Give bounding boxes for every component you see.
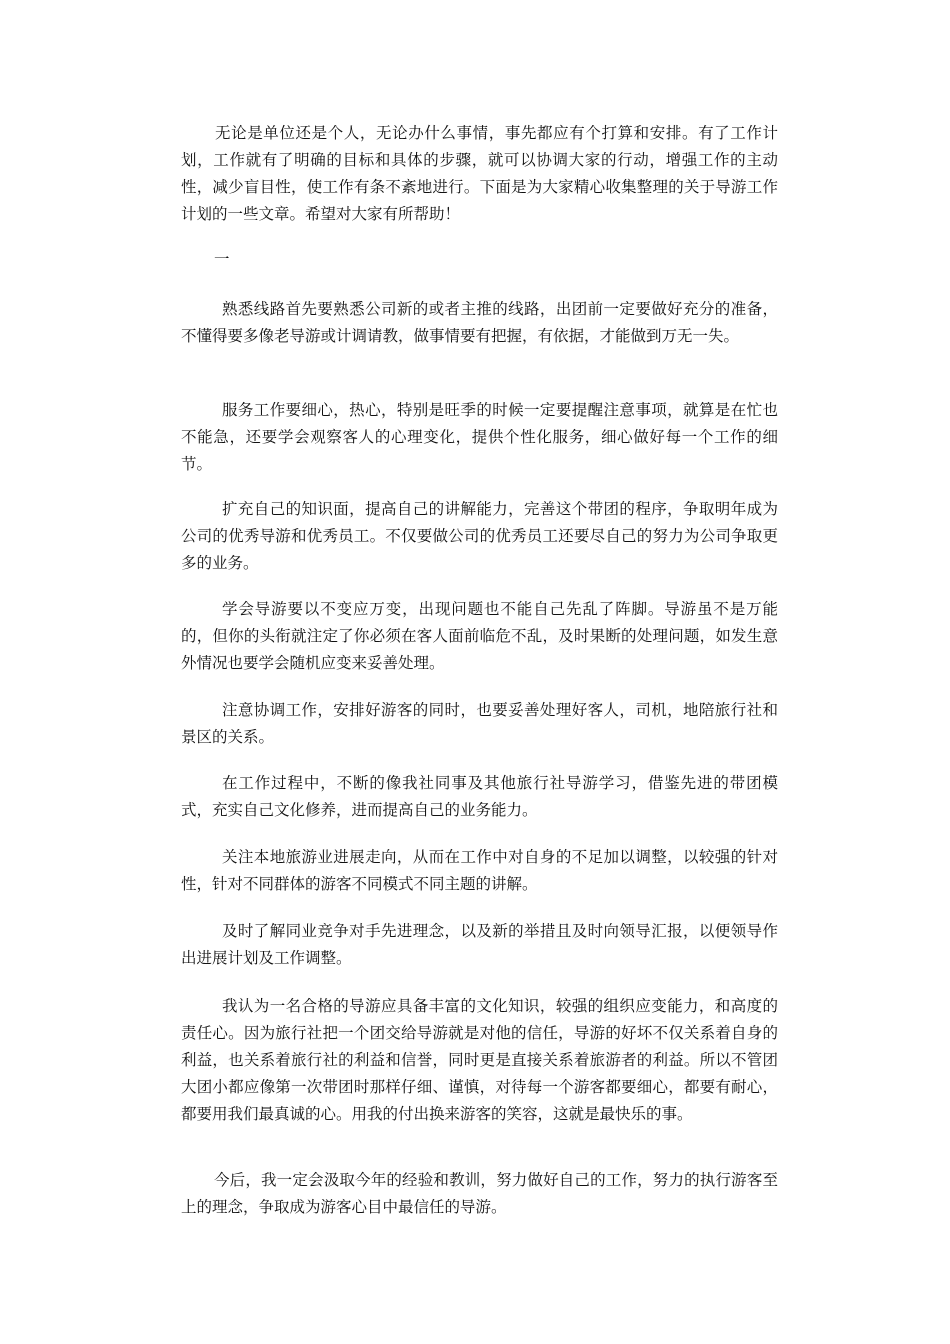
paragraph-learning: 在工作过程中，不断的像我社同事及其他旅行社导游学习，借鉴先进的带团模式，充实自己文化修养，进而提高自己的业务能力。 (181, 774, 778, 819)
paragraph-industry-trends: 关注本地旅游业进展走向，从而在工作中对自身的不足加以调整，以较强的针对性，针对不同群体的游客不同模式不同主题的讲解。 (181, 848, 778, 893)
closing-paragraph: 今后，我一定会汲取今年的经验和教训，努力做好自己的工作，努力的执行游客至上的理念，争取成为游客心目中最信任的导游。 (181, 1171, 778, 1216)
paragraph-service-care: 服务工作要细心，热心，特别是旺季的时候一定要提醒注意事项，就算是在忙也不能急，还要学会观察客人的心理变化，提供个性化服务，细心做好每一个工作的细节。 (181, 401, 778, 473)
paragraph-adaptability: 学会导游要以不变应万变，出现问题也不能自己先乱了阵脚。导游虽不是万能的，但你的头衔就注定了你必须在客人面前临危不乱，及时果断的处理问题，如发生意外情况也要学会随机应变来妥善处理。 (181, 600, 778, 672)
paragraph-knowledge: 扩充自己的知识面，提高自己的讲解能力，完善这个带团的程序，争取明年成为公司的优秀导游和优秀员工。不仅要做公司的优秀员工还要尽自己的努力为公司争取更多的业务。 (181, 500, 778, 572)
paragraph-qualified-guide: 我认为一名合格的导游应具备丰富的文化知识，较强的组织应变能力，和高度的责任心。因为旅行社把一个团交给导游就是对他的信任，导游的好坏不仅关系着自身的利益，也关系着旅行社的利益和信誉，同时更是直接关系着旅游者的利益。所以不管团大团小都应像第一次带团时那样仔细、谨慎，对待每一个游客都要细心，都要有耐心，都要用我们最真诚的心。用我的付出换来游客的笑容，这就是最快乐的事。 (181, 997, 778, 1123)
intro-paragraph: 无论是单位还是个人，无论办什么事情，事先都应有个打算和安排。有了工作计划，工作就有了明确的目标和具体的步骤，就可以协调大家的行动，增强工作的主动性，减少盲目性，使工作有条不紊地进行。下面是为大家精心收集整理的关于导游工作计划的一些文章。希望对大家有所帮助！ (181, 124, 778, 223)
paragraph-competitors: 及时了解同业竞争对手先进理念，以及新的举措且及时向领导汇报，以便领导作出进展计划及工作调整。 (181, 922, 778, 967)
paragraph-coordination: 注意协调工作，安排好游客的同时，也要妥善处理好客人，司机，地陪旅行社和景区的关系。 (181, 701, 778, 746)
section-heading: 一 (214, 250, 230, 268)
paragraph-route-familiarity: 熟悉线路首先要熟悉公司新的或者主推的线路，出团前一定要做好充分的准备，不懂得要多像老导游或计调请教，做事情要有把握，有依据，才能做到万无一失。 (181, 300, 778, 345)
